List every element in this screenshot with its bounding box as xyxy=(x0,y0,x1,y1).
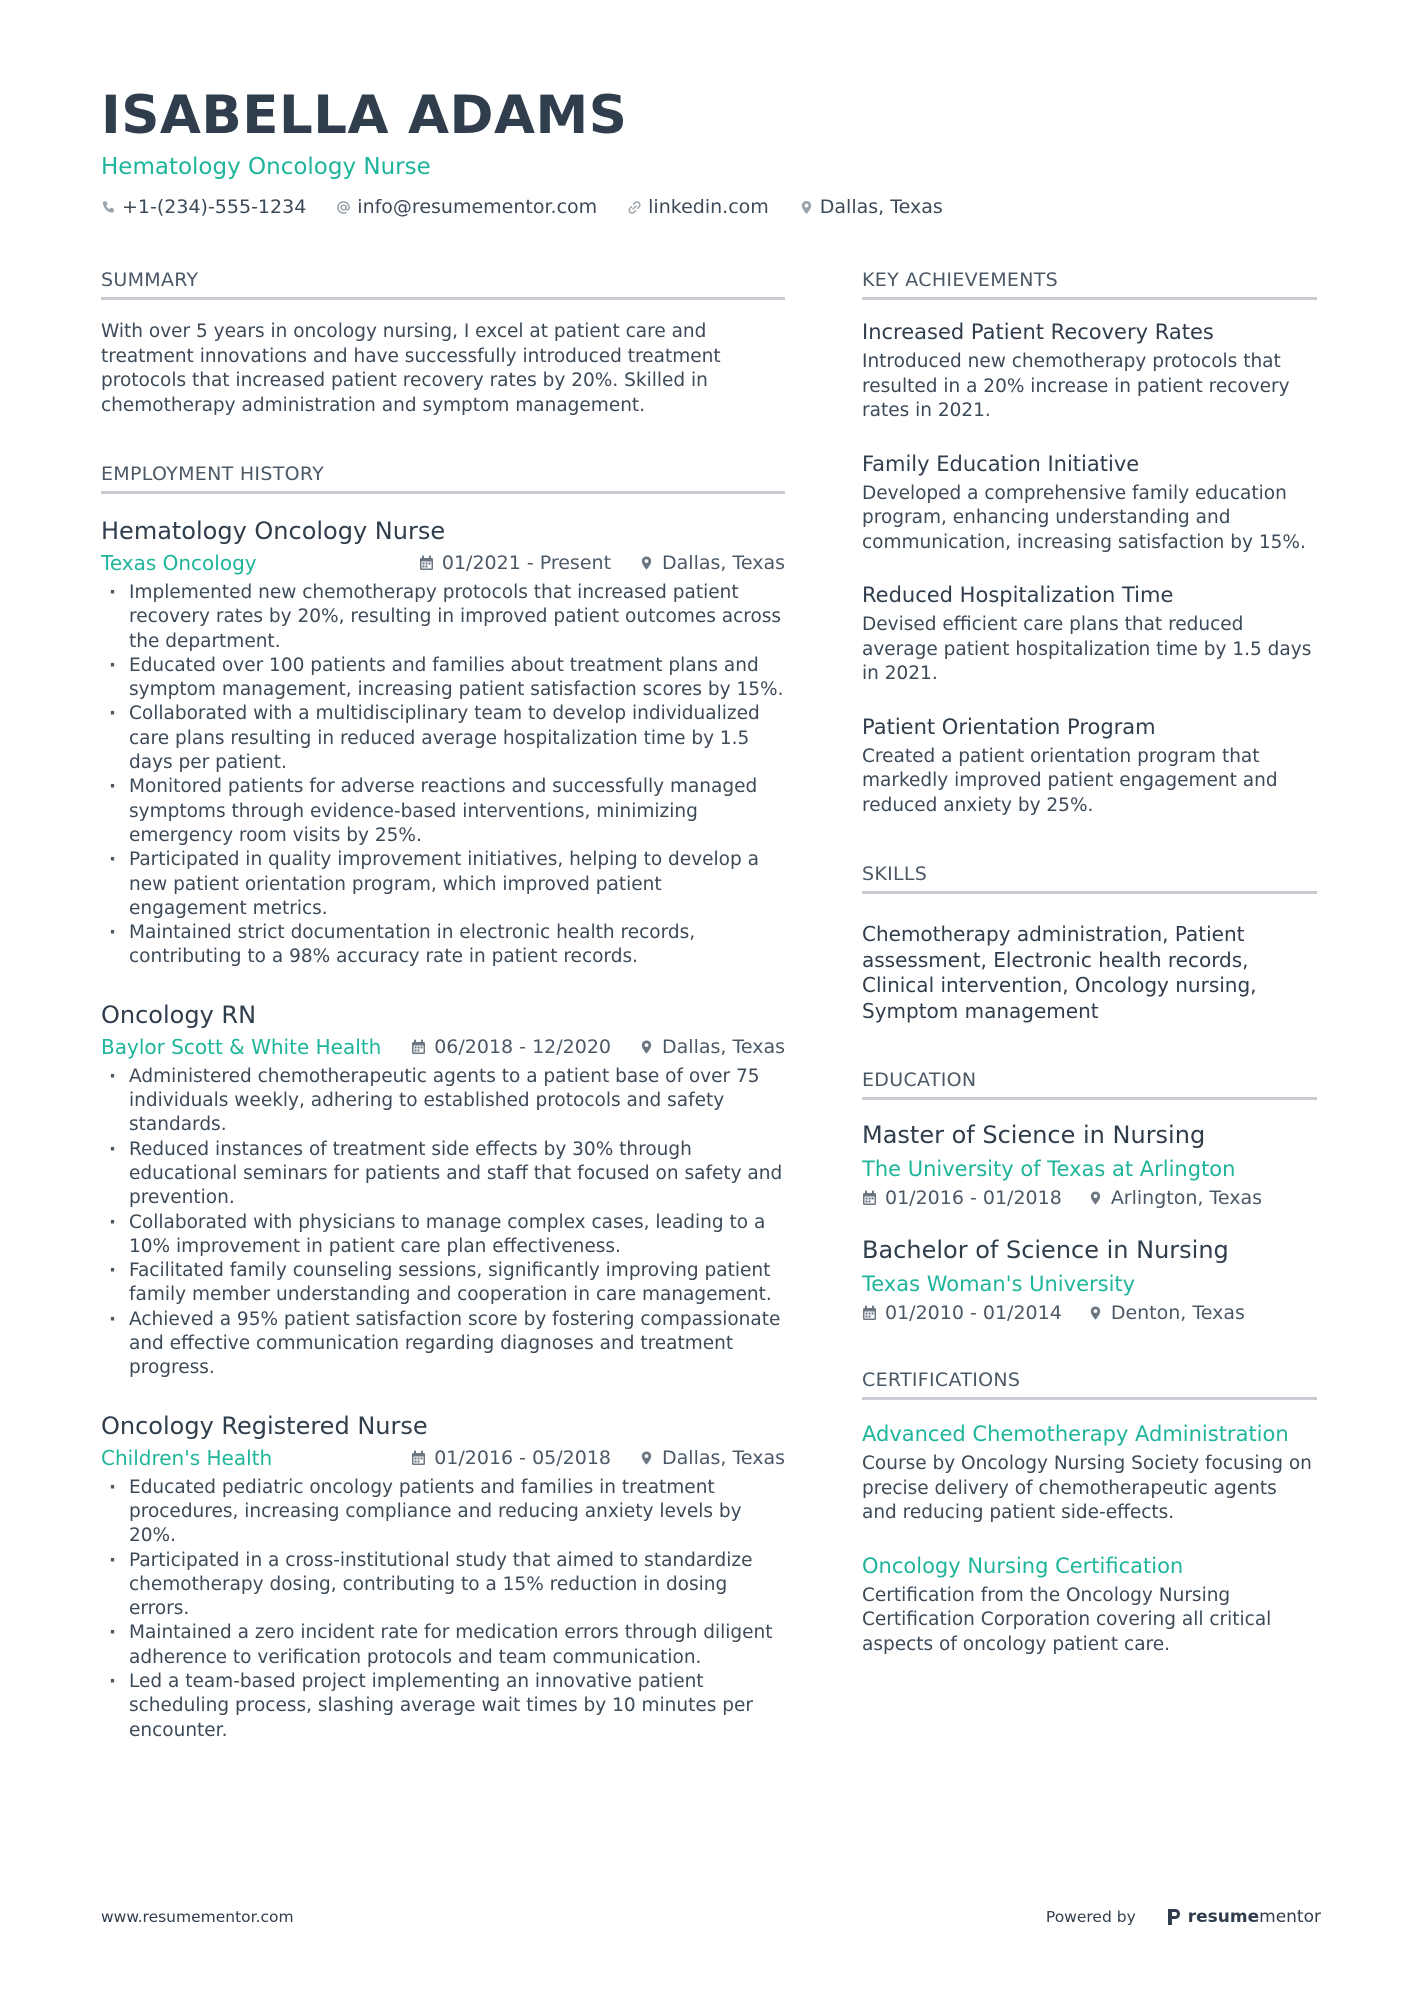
job-bullets xyxy=(101,581,785,970)
job-entry xyxy=(101,516,785,970)
achievement-desc: Devised efficient care plans that reduced average patient hospitalization time by 1.5 days in 2021. xyxy=(862,614,1312,684)
achievement-title: Patient Orientation Program xyxy=(862,714,1156,739)
job-company: Texas Oncology xyxy=(101,551,257,575)
education-heading: EDUCATION xyxy=(862,1068,1317,1100)
job-dates xyxy=(411,1445,611,1471)
education-degree: Master of Science in Nursing xyxy=(862,1121,1206,1149)
education-section xyxy=(862,1068,1317,1324)
job-bullet: · Maintained strict documentation in electronic health records, contributing to a 98% accuracy rate in patient records. xyxy=(101,921,785,970)
achievement-title: Increased Patient Recovery Rates xyxy=(862,320,1214,344)
resumementor-logo-icon xyxy=(1166,1907,1182,1927)
certifications-heading: CERTIFICATIONS xyxy=(862,1368,1317,1400)
education-item xyxy=(862,1235,1317,1324)
summary-heading: SUMMARY xyxy=(101,268,785,300)
email-text: info@resumementor.com xyxy=(357,196,598,218)
job-dates-text: 01/2021 - Present xyxy=(441,552,612,574)
job-company: Children's Health xyxy=(101,1445,273,1470)
job-bullet: · Reduced instances of treatment side effects by 30% through educational seminars for patients and staff that focused on safety and prevention. xyxy=(101,1138,785,1211)
education-meta xyxy=(862,1302,1317,1324)
education-location-text: Arlington, Texas xyxy=(1110,1187,1262,1209)
education-dates xyxy=(862,1187,1062,1209)
certification-item xyxy=(862,1552,1317,1658)
job-bullet: · Implemented new chemotherapy protocols that increased patient recovery rates by 20%, resulting in improved patient outcomes across the department. xyxy=(101,581,785,654)
employment-section xyxy=(101,462,785,1743)
skills-text: Chemotherapy administration, Patient assessment, Electronic health records, Clinical intervention, Oncology nursing, Symptom management xyxy=(862,922,1257,1023)
job-bullet: · Monitored patients for adverse reactions and successfully managed symptoms through evidence-based interventions, minimizing emergency room visits by 25%. xyxy=(101,775,785,848)
job-entry xyxy=(101,1411,785,1743)
brand-bold: resume xyxy=(1187,1907,1260,1927)
calendar-icon xyxy=(411,1450,426,1466)
powered-by xyxy=(1046,1907,1321,1927)
certification-desc: Certification from the Oncology Nursing Certification Corporation covering all critical aspects of oncology patient care. xyxy=(862,1584,1272,1655)
achievements-section xyxy=(862,268,1317,818)
education-item xyxy=(862,1120,1317,1209)
achievement-item xyxy=(862,581,1317,687)
job-location-text: Dallas, Texas xyxy=(662,1035,785,1058)
education-dates xyxy=(862,1302,1062,1324)
education-school: The University of Texas at Arlington xyxy=(862,1157,1236,1181)
education-location-text: Denton, Texas xyxy=(1110,1302,1245,1324)
job-location xyxy=(639,1445,785,1471)
page-footer xyxy=(101,1907,1321,1927)
achievement-item xyxy=(862,713,1317,819)
job-bullet: · Facilitated family counseling sessions, significantly improving patient family member understanding and cooperation in care management. xyxy=(101,1259,785,1308)
location-text: Dallas, Texas xyxy=(819,196,943,218)
achievement-item xyxy=(862,318,1317,424)
employment-heading: EMPLOYMENT HISTORY xyxy=(101,462,785,494)
candidate-name: ISABELLA ADAMS xyxy=(101,85,628,146)
certification-title: Advanced Chemotherapy Administration xyxy=(862,1422,1289,1446)
job-meta xyxy=(101,1445,785,1471)
job-title: Oncology Registered Nurse xyxy=(101,1411,428,1440)
job-title: Oncology RN xyxy=(101,1000,257,1029)
job-bullet: · Educated pediatric oncology patients and families in treatment procedures, increasing compliance and reducing anxiety levels by 20%. xyxy=(101,1476,785,1549)
map-pin-icon xyxy=(1088,1190,1103,1206)
education-school: Texas Woman's University xyxy=(862,1272,1136,1296)
footer-website[interactable]: www.resumementor.com xyxy=(101,1908,294,1926)
at-icon xyxy=(336,200,351,215)
certification-desc: Course by Oncology Nursing Society focusing on precise delivery of chemotherapeutic agents and reducing patient side-effects. xyxy=(862,1453,1312,1523)
job-meta xyxy=(101,550,785,576)
education-degree: Bachelor of Science in Nursing xyxy=(862,1236,1229,1264)
summary-section xyxy=(101,268,785,418)
linkedin-text: linkedin.com xyxy=(648,196,769,218)
job-bullet: · Participated in a cross-institutional study that aimed to standardize chemotherapy dosing, contributing to a 15% reduction in dosing errors. xyxy=(101,1549,785,1622)
job-location-text: Dallas, Texas xyxy=(662,1446,785,1469)
certification-title: Oncology Nursing Certification xyxy=(862,1553,1184,1578)
phone-icon xyxy=(101,200,116,215)
job-title: Hematology Oncology Nurse xyxy=(101,517,446,545)
education-meta xyxy=(862,1187,1317,1209)
job-bullet: · Achieved a 95% patient satisfaction score by fostering compassionate and effective communication regarding diagnoses and treatment progress. xyxy=(101,1308,785,1381)
map-pin-icon xyxy=(639,1039,654,1055)
job-location xyxy=(639,550,785,576)
job-dates xyxy=(419,550,611,576)
certification-item xyxy=(862,1420,1317,1526)
job-dates-text: 06/2018 - 12/2020 xyxy=(434,1035,612,1058)
achievement-title: Family Education Initiative xyxy=(862,451,1140,476)
achievement-desc: Developed a comprehensive family education program, enhancing understanding and communication, increasing satisfaction by 15%. xyxy=(862,482,1306,553)
right-column xyxy=(862,268,1317,1701)
calendar-icon xyxy=(862,1190,877,1206)
resume-header xyxy=(101,86,1321,218)
brand-light: mentor xyxy=(1259,1907,1321,1927)
left-column xyxy=(101,268,785,1787)
skills-section xyxy=(862,862,1317,1024)
achievement-desc: Introduced new chemotherapy protocols that resulted in a 20% increase in patient recovery rates in 2021. xyxy=(862,351,1290,421)
job-company: Baylor Scott & White Health xyxy=(101,1034,382,1059)
job-bullets xyxy=(101,1476,785,1743)
job-bullet: · Maintained a zero incident rate for medication errors through diligent adherence to verification protocols and team communication. xyxy=(101,1621,785,1670)
contact-email xyxy=(336,196,597,218)
job-entry xyxy=(101,1000,785,1381)
job-dates-text: 01/2016 - 05/2018 xyxy=(434,1446,612,1469)
map-pin-icon xyxy=(639,1450,654,1466)
candidate-title: Hematology Oncology Nurse xyxy=(101,154,431,180)
skills-heading: SKILLS xyxy=(862,862,1317,894)
contact-location xyxy=(799,196,943,218)
job-bullet: · Collaborated with physicians to manage complex cases, leading to a 10% improvement in patient care plan effectiveness. xyxy=(101,1211,785,1260)
job-bullet: · Administered chemotherapeutic agents to a patient base of over 75 individuals weekly, adhering to established protocols and safety standards. xyxy=(101,1065,785,1138)
map-pin-icon xyxy=(799,200,814,215)
calendar-icon xyxy=(862,1305,877,1321)
job-bullet: · Educated over 100 patients and families about treatment plans and symptom management, increasing patient satisfaction scores by 15%. xyxy=(101,654,785,703)
certifications-section xyxy=(862,1368,1317,1657)
education-location xyxy=(1088,1302,1245,1324)
job-bullet: · Participated in quality improvement initiatives, helping to develop a new patient orientation program, which improved patient engagement metrics. xyxy=(101,848,785,921)
job-location xyxy=(639,1034,785,1060)
map-pin-icon xyxy=(1088,1305,1103,1321)
achievement-title: Reduced Hospitalization Time xyxy=(862,583,1174,607)
phone-text: +1-(234)-555-1234 xyxy=(122,196,307,218)
education-dates-text: 01/2016 - 01/2018 xyxy=(885,1187,1062,1209)
job-bullet: · Collaborated with a multidisciplinary team to develop individualized care plans resulting in reduced average hospitalization time by 1.5 days per patient. xyxy=(101,702,785,775)
job-dates xyxy=(411,1034,611,1060)
achievements-heading: KEY ACHIEVEMENTS xyxy=(862,268,1317,300)
education-dates-text: 01/2010 - 01/2014 xyxy=(885,1302,1062,1324)
job-location-text: Dallas, Texas xyxy=(662,552,785,574)
job-bullet: · Led a team-based project implementing an innovative patient scheduling process, slashing average wait times by 10 minutes per encounter. xyxy=(101,1670,785,1743)
job-bullets xyxy=(101,1065,785,1381)
contact-row xyxy=(101,196,1321,218)
summary-text: With over 5 years in oncology nursing, I excel at patient care and treatment innovations and have successfully introduced treatment protocols that increased patient recovery rates by 20%. Skilled in chemotherapy administration and symptom management. xyxy=(101,321,721,416)
contact-linkedin xyxy=(627,196,769,218)
link-icon xyxy=(627,200,642,215)
achievement-desc: Created a patient orientation program that markedly improved patient engagement and reduced anxiety by 25%. xyxy=(862,745,1278,816)
contact-phone xyxy=(101,196,306,218)
map-pin-icon xyxy=(639,555,654,571)
achievement-item xyxy=(862,450,1317,556)
powered-by-label: Powered by xyxy=(1045,1908,1136,1926)
education-location xyxy=(1088,1187,1262,1209)
brand-logo[interactable] xyxy=(1166,1907,1321,1927)
job-meta xyxy=(101,1034,785,1060)
calendar-icon xyxy=(419,555,434,571)
calendar-icon xyxy=(411,1039,426,1055)
